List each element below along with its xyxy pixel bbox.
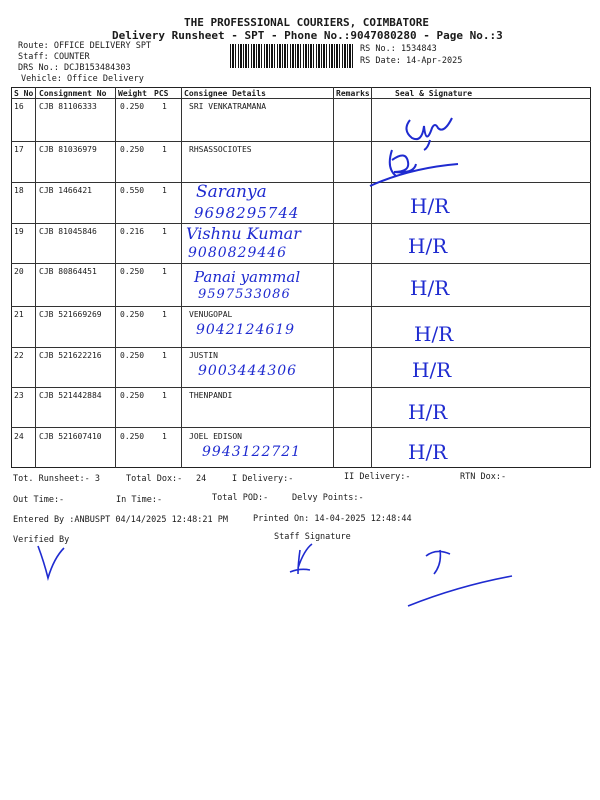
col-header-consignee: Consignee Details bbox=[184, 89, 266, 98]
row-consignee: SRI VENKATRAMANA bbox=[189, 102, 267, 111]
col-header-pcs: PCS bbox=[154, 89, 169, 98]
handwritten-name: Panai yammal bbox=[194, 268, 301, 286]
col-header-sno: S No bbox=[14, 89, 34, 98]
signature-row-16 bbox=[406, 118, 452, 150]
row-consignee: JUSTIN bbox=[189, 351, 218, 360]
row-weight: 0.250 bbox=[120, 102, 145, 111]
staff-signature: Staff Signature bbox=[274, 532, 351, 542]
row-consignment: CJB 81106333 bbox=[39, 102, 97, 111]
row-weight: 0.250 bbox=[120, 391, 145, 400]
ii-delivery: II Delivery:- bbox=[344, 472, 411, 482]
seal-mark: H/R bbox=[408, 234, 448, 258]
seal-mark: H/R bbox=[410, 194, 450, 218]
row-sno: 18 bbox=[14, 186, 24, 195]
row-consignee: VENUGOPAL bbox=[189, 310, 233, 319]
rtn-dox: RTN Dox:- bbox=[460, 472, 507, 482]
handwritten-phone: 9003444306 bbox=[198, 363, 298, 379]
row-sno: 20 bbox=[14, 267, 24, 276]
row-sno: 21 bbox=[14, 310, 24, 319]
handwritten-name: Vishnu Kumar bbox=[186, 224, 301, 243]
col-header-remarks: Remarks bbox=[336, 89, 370, 98]
rs-number: RS No.: 1534843 bbox=[360, 44, 437, 54]
runsheet-subtitle: Delivery Runsheet - SPT - Phone No.:9047080280 - Page No.:3 bbox=[112, 29, 503, 42]
total-dox-label: Total Dox:- bbox=[126, 474, 183, 484]
col-header-seal: Seal & Signature bbox=[395, 89, 473, 98]
col-header-consignment: Consignment No bbox=[39, 89, 107, 98]
row-pcs: 1 bbox=[162, 267, 167, 276]
handwritten-phone: 9042124619 bbox=[196, 322, 296, 338]
check-mark-staff bbox=[290, 544, 312, 574]
row-weight: 0.250 bbox=[120, 310, 145, 319]
in-time: In Time:- bbox=[116, 495, 163, 505]
handwritten-phone: 9080829446 bbox=[188, 245, 288, 261]
row-consignment: CJB 81045846 bbox=[39, 227, 97, 236]
verified-by: Verified By bbox=[13, 535, 70, 545]
printed-on: Printed On: 14-04-2025 12:48:44 bbox=[253, 514, 412, 524]
seal-mark: H/R bbox=[408, 440, 448, 464]
seal-mark: H/R bbox=[408, 400, 448, 424]
vehicle-label: Vehicle: Office Delivery bbox=[21, 74, 144, 84]
row-pcs: 1 bbox=[162, 432, 167, 441]
drs-number: DRS No.: DCJB153484303 bbox=[18, 63, 131, 73]
row-pcs: 1 bbox=[162, 227, 167, 236]
row-sno: 17 bbox=[14, 145, 24, 154]
row-consignee: JOEL EDISON bbox=[189, 432, 242, 441]
row-pcs: 1 bbox=[162, 351, 167, 360]
row-consignment: CJB 521607410 bbox=[39, 432, 102, 441]
row-weight: 0.250 bbox=[120, 145, 145, 154]
row-consignment: CJB 521622216 bbox=[39, 351, 102, 360]
handwritten-phone: 9597533086 bbox=[198, 287, 291, 302]
signature-row-17 bbox=[370, 150, 458, 186]
row-consignment: CJB 521442884 bbox=[39, 391, 102, 400]
row-pcs: 1 bbox=[162, 186, 167, 195]
company-title: THE PROFESSIONAL COURIERS, COIMBATORE bbox=[184, 16, 430, 29]
out-time: Out Time:- bbox=[13, 495, 65, 505]
col-header-weight: Weight bbox=[118, 89, 147, 98]
signature-footer bbox=[408, 550, 512, 606]
total-dox-value: 24 bbox=[196, 474, 207, 484]
route-label: Route: OFFICE DELIVERY SPT bbox=[18, 41, 152, 51]
row-sno: 19 bbox=[14, 227, 24, 236]
entered-by: Entered By :ANBUSPT 04/14/2025 12:48:21 PM bbox=[13, 515, 228, 525]
handwritten-phone: 9943122721 bbox=[202, 444, 302, 460]
seal-mark: H/R bbox=[414, 322, 454, 346]
row-weight: 0.250 bbox=[120, 267, 145, 276]
check-mark-verified bbox=[38, 546, 64, 578]
row-weight: 0.216 bbox=[120, 227, 145, 236]
row-pcs: 1 bbox=[162, 145, 167, 154]
row-sno: 22 bbox=[14, 351, 24, 360]
total-pod: Total POD:- bbox=[212, 493, 269, 503]
row-consignment: CJB 81036979 bbox=[39, 145, 97, 154]
seal-mark: H/R bbox=[410, 276, 450, 300]
row-weight: 0.250 bbox=[120, 432, 145, 441]
i-delivery: I Delivery:- bbox=[232, 474, 294, 484]
seal-mark: H/R bbox=[412, 358, 452, 382]
row-pcs: 1 bbox=[162, 391, 167, 400]
delvy-points: Delvy Points:- bbox=[292, 493, 364, 503]
row-weight: 0.550 bbox=[120, 186, 145, 195]
row-sno: 16 bbox=[14, 102, 24, 111]
row-consignment: CJB 1466421 bbox=[39, 186, 92, 195]
row-consignee: THENPANDI bbox=[189, 391, 233, 400]
row-weight: 0.250 bbox=[120, 351, 145, 360]
rs-date: RS Date: 14-Apr-2025 bbox=[360, 56, 463, 66]
row-sno: 23 bbox=[14, 391, 24, 400]
row-pcs: 1 bbox=[162, 310, 167, 319]
row-consignee: RHSASSOCIOTES bbox=[189, 145, 252, 154]
row-consignment: CJB 521669269 bbox=[39, 310, 102, 319]
row-pcs: 1 bbox=[162, 102, 167, 111]
handwritten-name: Saranya bbox=[196, 182, 267, 202]
handwritten-phone: 9698295744 bbox=[194, 204, 300, 222]
staff-label: Staff: COUNTER bbox=[18, 52, 90, 62]
row-sno: 24 bbox=[14, 432, 24, 441]
row-consignment: CJB 80864451 bbox=[39, 267, 97, 276]
tot-runsheet: Tot. Runsheet:- 3 bbox=[13, 474, 100, 484]
